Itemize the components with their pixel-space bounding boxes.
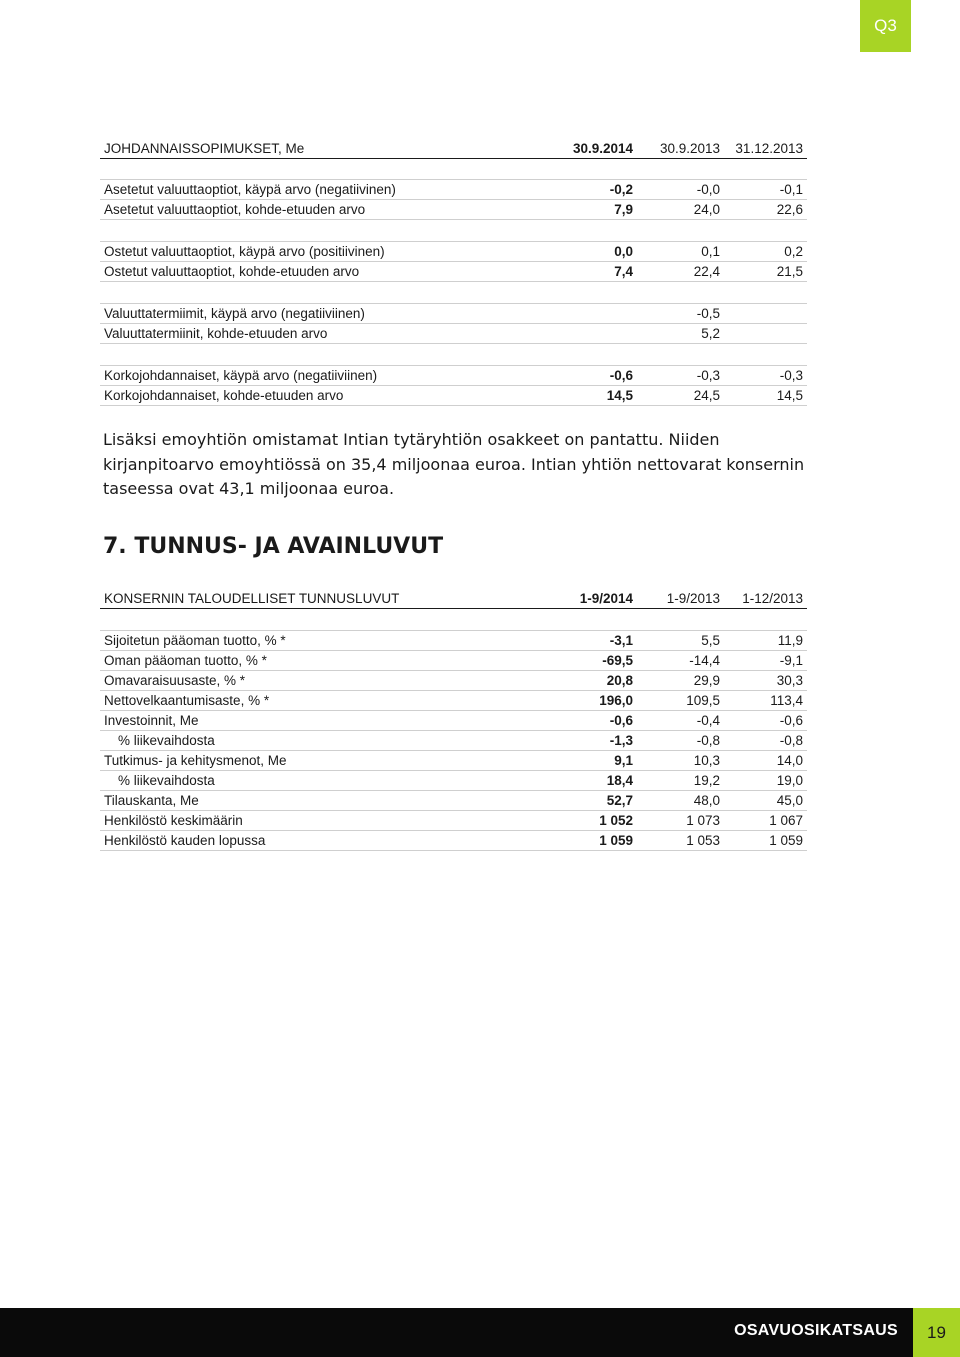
cell-value: 1 052 — [550, 811, 637, 831]
row-label: Valuuttatermiinit, kohde-etuuden arvo — [100, 324, 550, 344]
table-row — [100, 711, 807, 731]
table-row — [100, 242, 807, 262]
spacer-row — [100, 609, 807, 631]
row-label: Korkojohdannaiset, käypä arvo (negatiiviinen) — [100, 366, 550, 386]
cell-value: -0,5 — [637, 304, 724, 324]
spacer-row — [100, 344, 807, 366]
table-row — [100, 831, 807, 851]
row-label: Valuuttatermiimit, käypä arvo (negatiiviinen) — [100, 304, 550, 324]
table-row — [100, 651, 807, 671]
cell-value: 14,5 — [550, 386, 637, 406]
cell-value: 0,0 — [550, 242, 637, 262]
cell-value: 20,8 — [550, 671, 637, 691]
column-header: 31.12.2013 — [724, 138, 807, 159]
footer-bar — [0, 1308, 960, 1357]
cell-value: 14,0 — [724, 751, 807, 771]
row-label: Tutkimus- ja kehitysmenot, Me — [100, 751, 550, 771]
footer-report-label: OSAVUOSIKATSAUS — [734, 1322, 898, 1339]
cell-value: -0,6 — [550, 711, 637, 731]
table-row — [100, 671, 807, 691]
row-label: Tilauskanta, Me — [100, 791, 550, 811]
cell-value: 5,2 — [637, 324, 724, 344]
row-label: Ostetut valuuttaoptiot, kohde-etuuden arvo — [100, 262, 550, 282]
pledge-note-paragraph: Lisäksi emoyhtiön omistamat Intian tytäryhtiön osakkeet on pantattu. Niiden kirjanpitoarvo emoyhtiössä on 35,4 miljoonaa euroa. Intian yhtiön nettovarat konsernin taseessa ovat 43,1 miljoonaa euroa. — [103, 430, 805, 498]
table-row — [100, 304, 807, 324]
cell-value: 48,0 — [637, 791, 724, 811]
cell-value: 1 073 — [637, 811, 724, 831]
cell-value: 14,5 — [724, 386, 807, 406]
cell-value: 10,3 — [637, 751, 724, 771]
table-row — [100, 200, 807, 220]
cell-value: 22,6 — [724, 200, 807, 220]
row-label: Asetetut valuuttaoptiot, kohde-etuuden arvo — [100, 200, 550, 220]
cell-value: 22,4 — [637, 262, 724, 282]
cell-value: -14,4 — [637, 651, 724, 671]
cell-value: -0,6 — [550, 366, 637, 386]
cell-value: 24,0 — [637, 200, 724, 220]
cell-value: 18,4 — [550, 771, 637, 791]
cell-value: 11,9 — [724, 631, 807, 651]
table-row — [100, 771, 807, 791]
row-label: Korkojohdannaiset, kohde-etuuden arvo — [100, 386, 550, 406]
spacer-row — [100, 220, 807, 242]
cell-value — [550, 304, 637, 324]
cell-value: -9,1 — [724, 651, 807, 671]
spacer-row — [100, 159, 807, 180]
column-header: 1-9/2013 — [637, 588, 724, 609]
page-number: 19 — [913, 1308, 960, 1357]
cell-value: -0,2 — [550, 180, 637, 200]
cell-value — [724, 324, 807, 344]
cell-value: -0,0 — [637, 180, 724, 200]
cell-value: -3,1 — [550, 631, 637, 651]
row-label: Sijoitetun pääoman tuotto, % * — [100, 631, 550, 651]
cell-value: 0,1 — [637, 242, 724, 262]
cell-value: 5,5 — [637, 631, 724, 651]
table-row — [100, 731, 807, 751]
cell-value: 52,7 — [550, 791, 637, 811]
row-label: % liikevaihdosta — [100, 731, 550, 751]
column-header-label: KONSERNIN TALOUDELLISET TUNNUSLUVUT — [100, 588, 550, 609]
quarter-badge: Q3 — [860, 0, 911, 52]
column-header: 1-12/2013 — [724, 588, 807, 609]
cell-value: 21,5 — [724, 262, 807, 282]
column-header: 30.9.2013 — [637, 138, 724, 159]
cell-value: -0,8 — [724, 731, 807, 751]
table-row — [100, 811, 807, 831]
cell-value — [550, 324, 637, 344]
table-row — [100, 691, 807, 711]
cell-value — [724, 304, 807, 324]
cell-value: -0,8 — [637, 731, 724, 751]
table-header-row — [100, 138, 807, 159]
cell-value: 19,0 — [724, 771, 807, 791]
cell-value: -0,3 — [724, 366, 807, 386]
cell-value: -69,5 — [550, 651, 637, 671]
row-label: Investoinnit, Me — [100, 711, 550, 731]
table-row — [100, 631, 807, 651]
table-row — [100, 366, 807, 386]
cell-value: 24,5 — [637, 386, 724, 406]
cell-value: 7,4 — [550, 262, 637, 282]
derivatives-table — [100, 138, 807, 406]
row-label: Nettovelkaantumisaste, % * — [100, 691, 550, 711]
row-label: % liikevaihdosta — [100, 771, 550, 791]
table-row — [100, 180, 807, 200]
row-label: Henkilöstö keskimäärin — [100, 811, 550, 831]
cell-value: 1 059 — [550, 831, 637, 851]
cell-value: -1,3 — [550, 731, 637, 751]
cell-value: -0,4 — [637, 711, 724, 731]
cell-value: 19,2 — [637, 771, 724, 791]
column-header: 30.9.2014 — [550, 138, 637, 159]
cell-value: -0,1 — [724, 180, 807, 200]
row-label: Ostetut valuuttaoptiot, käypä arvo (positiivinen) — [100, 242, 550, 262]
cell-value: 1 053 — [637, 831, 724, 851]
cell-value: -0,3 — [637, 366, 724, 386]
table-row — [100, 386, 807, 406]
row-label: Oman pääoman tuotto, % * — [100, 651, 550, 671]
cell-value: 7,9 — [550, 200, 637, 220]
cell-value: 109,5 — [637, 691, 724, 711]
cell-value: -0,6 — [724, 711, 807, 731]
table-row — [100, 262, 807, 282]
table-row — [100, 324, 807, 344]
row-label: Omavaraisuusaste, % * — [100, 671, 550, 691]
cell-value: 113,4 — [724, 691, 807, 711]
key-figures-table — [100, 588, 807, 851]
spacer-row — [100, 282, 807, 304]
column-header: 1-9/2014 — [550, 588, 637, 609]
cell-value: 9,1 — [550, 751, 637, 771]
table-row — [100, 751, 807, 771]
column-header-label: JOHDANNAISSOPIMUKSET, Me — [100, 138, 550, 159]
cell-value: 45,0 — [724, 791, 807, 811]
cell-value: 30,3 — [724, 671, 807, 691]
table-row — [100, 791, 807, 811]
cell-value: 29,9 — [637, 671, 724, 691]
row-label: Asetetut valuuttaoptiot, käypä arvo (negatiivinen) — [100, 180, 550, 200]
row-label: Henkilöstö kauden lopussa — [100, 831, 550, 851]
cell-value: 0,2 — [724, 242, 807, 262]
table-header-row — [100, 588, 807, 609]
cell-value: 1 067 — [724, 811, 807, 831]
section-title: 7. TUNNUS- JA AVAINLUVUT — [103, 534, 444, 559]
cell-value: 1 059 — [724, 831, 807, 851]
cell-value: 196,0 — [550, 691, 637, 711]
